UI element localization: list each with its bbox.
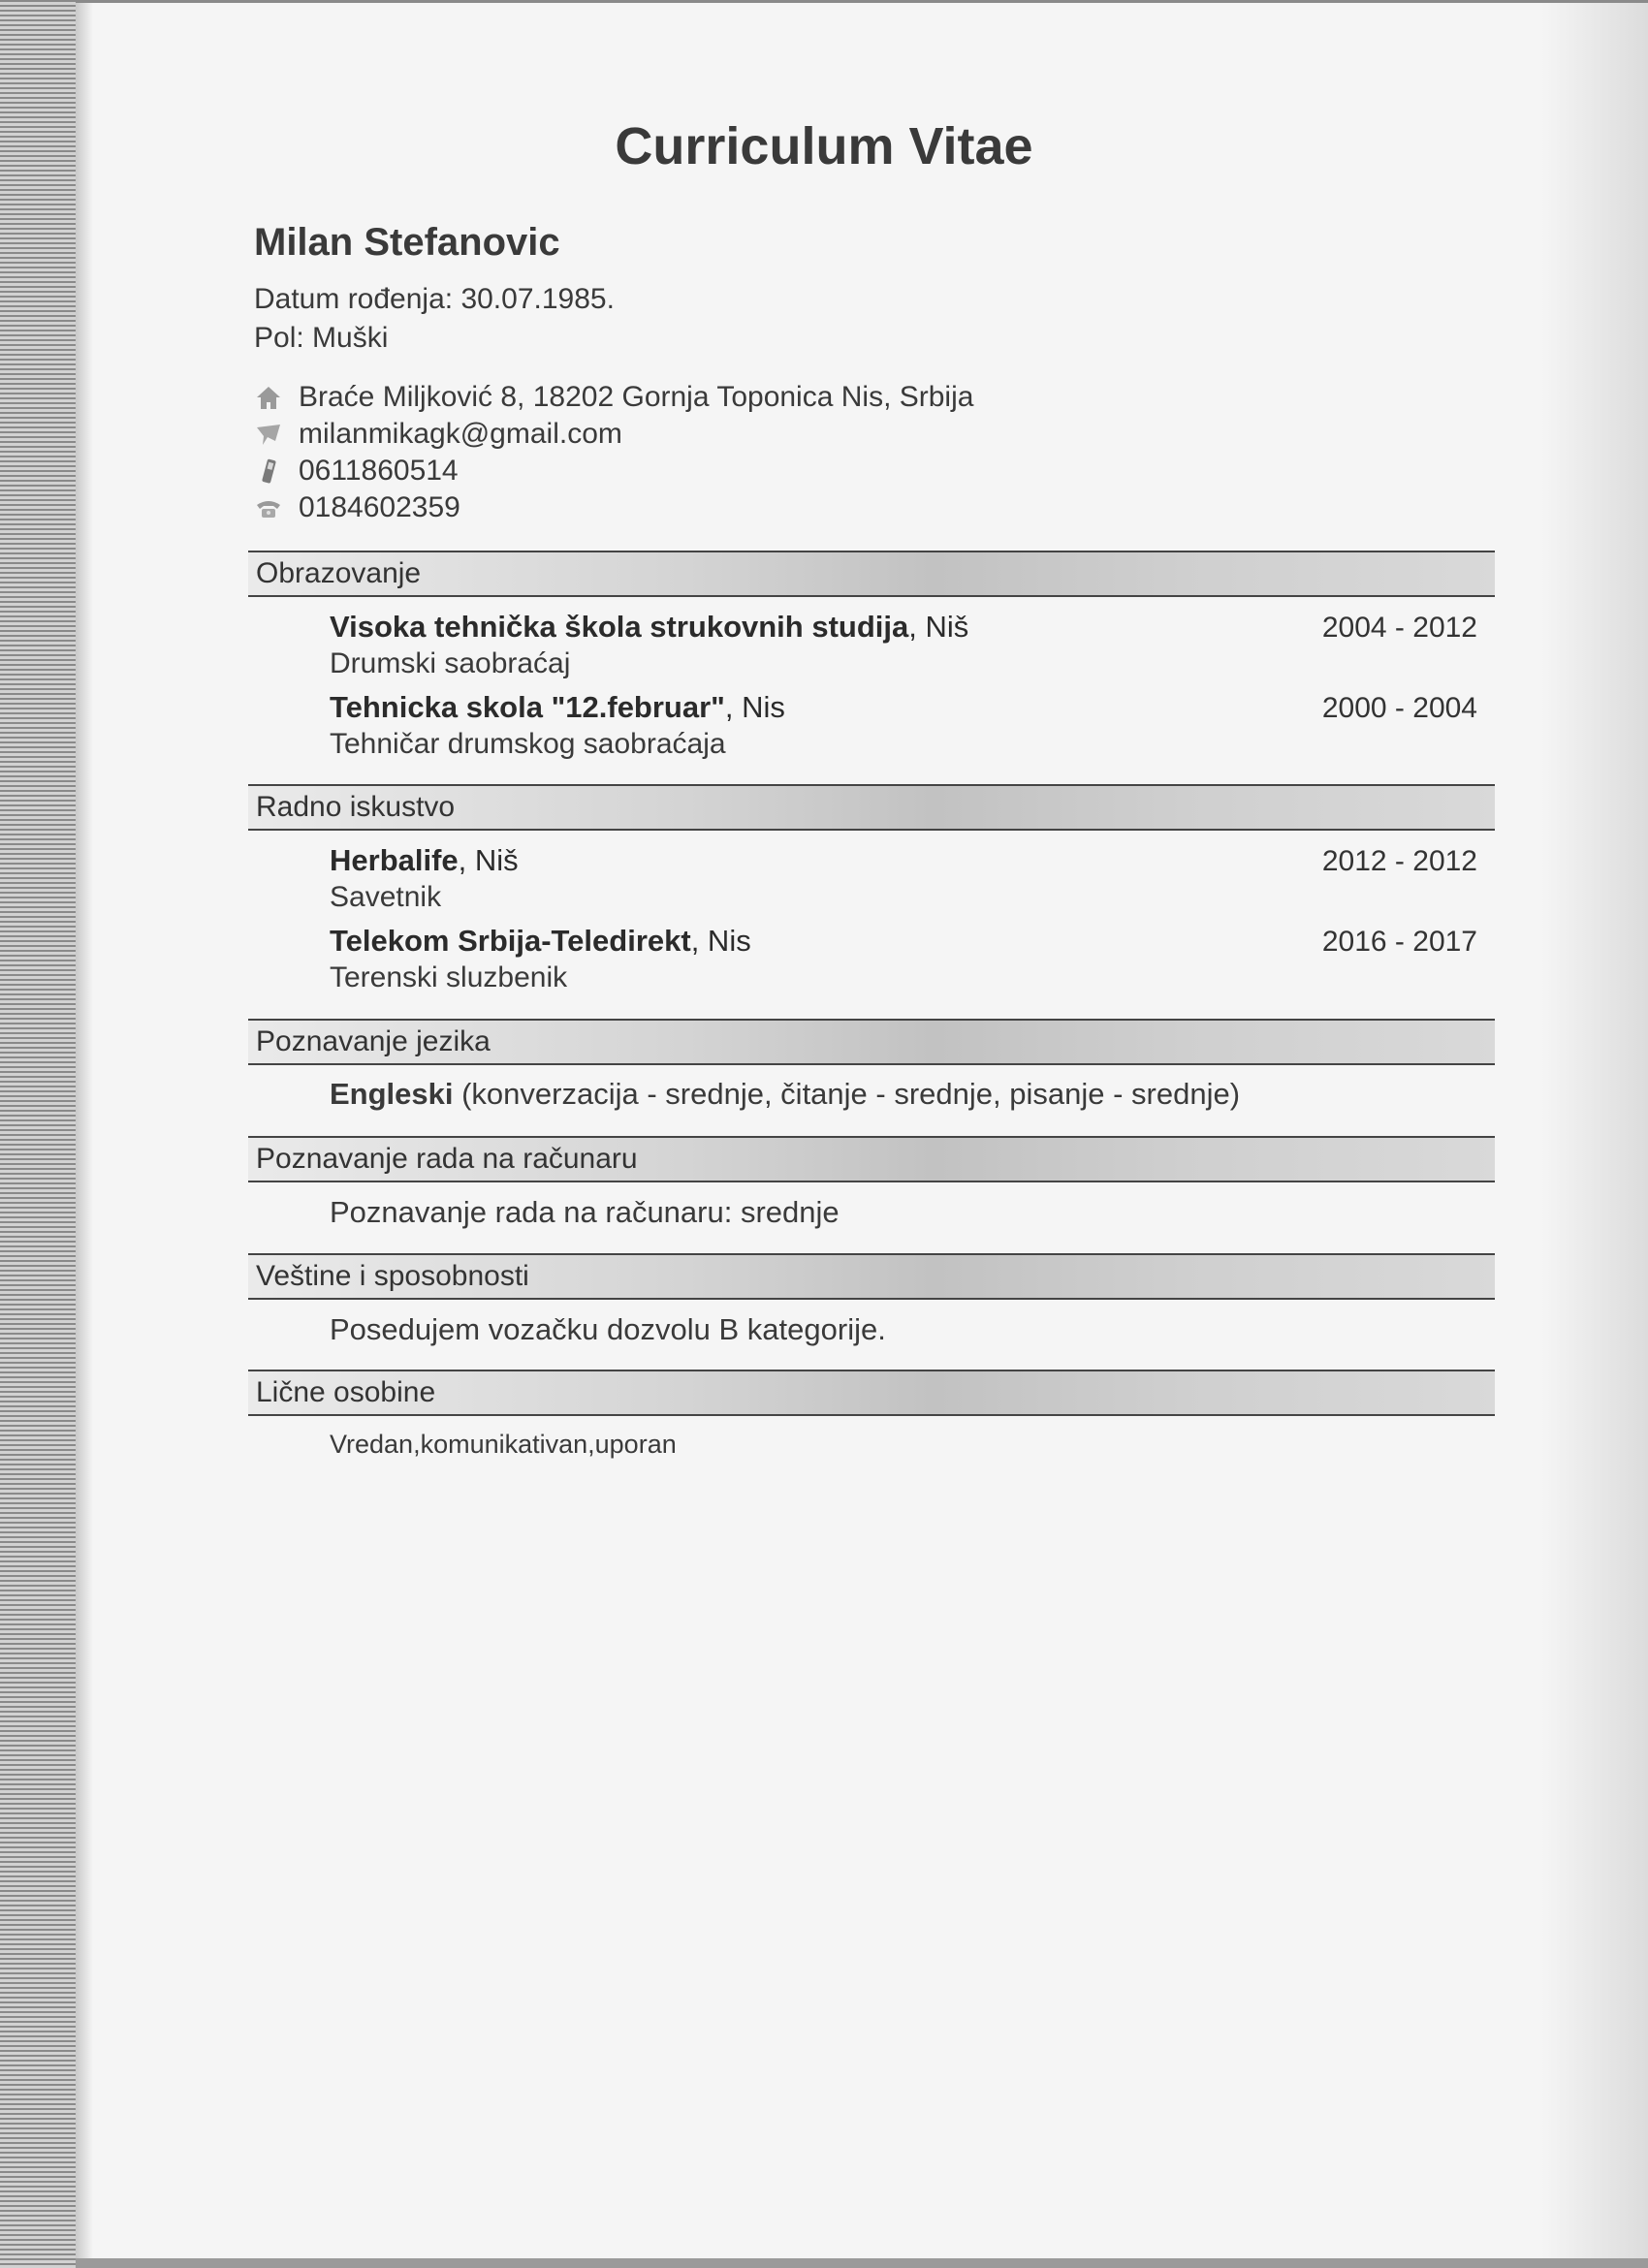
experience-entry-2-company: Telekom Srbija-Teledirekt [330,924,691,958]
computer-skills-text: Poznavanje rada na računaru: srednje [330,1195,840,1229]
experience-entry-1-location: , Niš [458,843,519,877]
contact-telephone [254,491,460,524]
education-entry-2-location: , Nis [724,690,785,724]
section-header-experience: Radno iskustvo [248,784,1495,831]
contact-mobile [254,455,459,488]
experience-entry-2-dates: 2016 - 2017 [1321,926,1477,958]
personal-traits-text: Vredan,komunikativan,uporan [330,1430,677,1459]
scan-edge-left [0,0,76,2268]
section-header-education: Obrazovanje [248,551,1495,597]
telephone-text: 0184602359 [299,491,460,523]
section-header-languages: Poznavanje jezika [248,1019,1495,1065]
scan-edge-top [76,0,1648,3]
scan-edge-shadow [76,0,93,2268]
education-entry-1-school: Visoka tehnička škola strukovnih studija [330,610,909,644]
home-icon [254,383,283,412]
language-entry [330,1077,1240,1112]
education-entry-1-location: , Niš [908,610,969,644]
mobile-phone-icon [254,457,283,486]
email-icon [254,420,283,449]
education-entry-1-dates: 2004 - 2012 [1321,612,1477,644]
skills-text: Posedujem vozačku dozvolu B kategorije. [330,1312,886,1346]
education-entry-2-subtitle: Tehničar drumskog saobraćaja [330,728,726,760]
telephone-icon [254,493,283,522]
section-header-computer: Poznavanje rada na računaru [248,1136,1495,1182]
language-name: Engleski [330,1077,454,1111]
experience-entry-1-subtitle: Savetnik [330,881,442,913]
education-entry-1-title [330,610,968,645]
experience-entry-1-dates: 2012 - 2012 [1321,845,1477,877]
section-header-personal-traits: Lične osobine [248,1370,1495,1416]
education-entry-2-school: Tehnicka skola "12.februar" [330,690,725,724]
contact-email [254,418,622,451]
birth-date: Datum rođenja: 30.07.1985. [254,283,615,315]
language-details: (konverzacija - srednje, čitanje - srednje, pisanje - srednje) [453,1077,1241,1111]
experience-entry-2-location: , Nis [690,924,751,958]
address-text: Braće Miljković 8, 18202 Gornja Toponica Nis, Srbija [299,381,974,413]
contact-address [254,381,973,414]
experience-entry-2-subtitle: Terenski sluzbenik [330,961,568,993]
education-entry-1-subtitle: Drumski saobraćaj [330,647,571,679]
education-entry-2-dates: 2000 - 2004 [1321,692,1477,724]
section-header-skills: Veštine i sposobnosti [248,1253,1495,1300]
scan-edge-bottom [76,2258,1648,2268]
email-text[interactable]: milanmikagk@gmail.com [299,418,622,450]
experience-entry-1-title [330,843,519,878]
gender: Pol: Muški [254,322,389,354]
document-title: Curriculum Vitae [615,117,1033,175]
scan-edge-right [1541,0,1648,2268]
education-entry-2-title [330,690,785,725]
experience-entry-1-company: Herbalife [330,843,459,877]
experience-entry-2-title [330,924,751,959]
mobile-text: 0611860514 [299,455,459,487]
candidate-name: Milan Stefanovic [254,221,560,264]
